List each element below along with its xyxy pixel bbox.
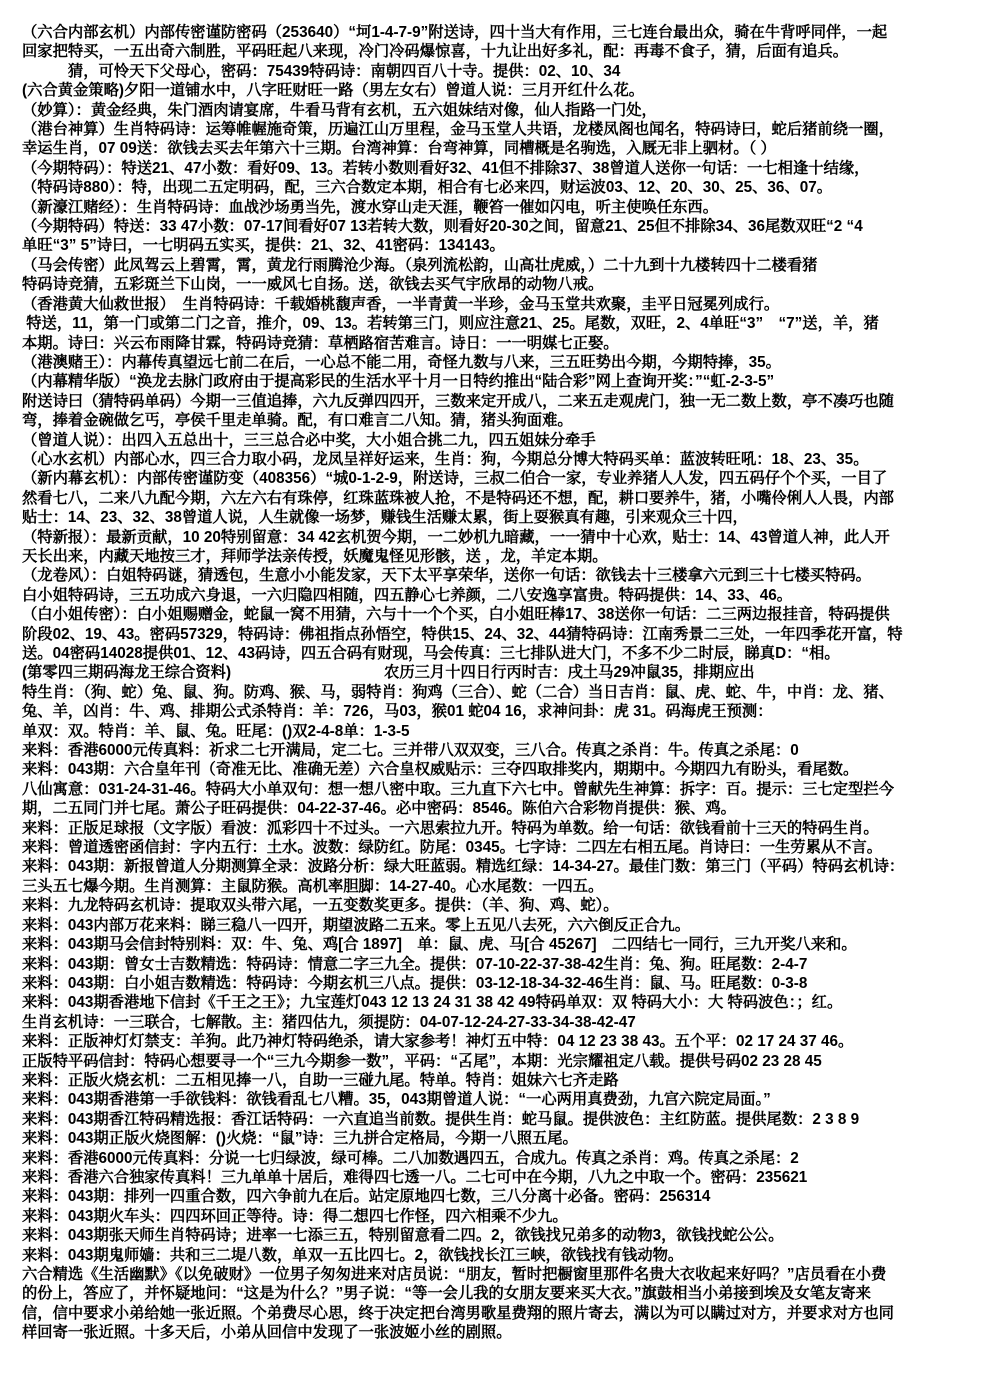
text-line: 三头五七爆今期。生肖测算：主鼠防猴。高机率胆脚：14-27-40。心水尾数：一四五。 (22, 877, 604, 895)
text-line: 单双：双。特肖：羊、鼠、兔。旺尾：()双2-4-8单：1-3-5 (22, 722, 410, 740)
text-line: 来料：香港6000元传真料：祈求二七开满局，定二七。三并带八双双变，三八合。传真之杀肖：牛。传真之杀尾：0 (22, 742, 799, 760)
text-sheet (22, 23, 965, 1343)
text-line: 附送诗曰（猜特码单码）今期一三值追捧，六九反弹四四开，三数来定开成八，二来五走观虎门，独一无二数上数，亭不凑巧也随 (22, 392, 894, 410)
text-line: 来料：043期香港地下信封《千王之王》；九宝莲灯043 12 13 24 31 38 42 49特码单双：双 特码大小：大 特码波色：；红。 (22, 994, 843, 1012)
text-line: 来料：043期正版火烧图解：()火烧：“鼠”诗：三九拼合定格局，今期一八照五尾。 (22, 1130, 578, 1148)
text-line: 期，二五同门并七尾。萧公子旺码提供：04-22-37-46。必中密码：8546。陈伯六合彩物肖提供：猴、鸡。 (22, 800, 736, 818)
text-line: 来料：正版神灯灯禁支：羊狗。此乃神灯特码绝杀，请大家参考！神灯五中特：04 12 23 38 43。五个平：02 17 24 37 46。 (22, 1033, 854, 1051)
text-line: 本期。诗曰：兴云布雨降甘霖，特码诗竞猜：草栖路宿苦难言。诗日：一一明媒七正娶。 (22, 334, 619, 352)
text-line: 样回寄一张近照。十多天后，小弟从回信中发现了一张波姬小丝的剧照。 (22, 1324, 512, 1342)
text-line: （港台神算）生肖特码诗：运筹帷幄施奇策，历遍江山万里程，金马玉堂人共语，龙楼凤阁也闻名，特码诗曰，蛇后猪前绕一圈， (22, 121, 894, 139)
text-line: 贴士：14、23、32、38曾道人说，人生就像一场梦，赚钱生活赚太累，街上耍猴真有趣，引来观众三十四， (22, 509, 748, 527)
text-line: 弯，捧着金碗做乞丐，亭侯千里走单骑。配，有口难言二八知。猜，猪头狗面难。 (22, 412, 573, 430)
text-line: （六合内部玄机）内部传密谨防密码（253640）“坷1-4-7-9”附送诗，四十当大有作用，三七连台最出众，骑在牛背呼同伴，一起 (22, 24, 888, 41)
text-line: 来料：香港六合独家传真料！三九单单十居后，难得四七透一八。二七可中在今期，八九之中取一个。密码：235621 (22, 1168, 808, 1186)
text-line: （香港黄大仙救世报） 生肖特码诗：千载婚桃馥声香，一半青黄一半珍，金马玉堂共欢聚，圭平日冠冕列成行。 (22, 295, 780, 313)
text-line: 来料：正版足球报（文字版）看波：泒彩四十不过头。一六思索拉九开。特码为单数。给一句话：欲钱看前十三天的特码生肖。 (22, 819, 879, 837)
text-line: （特新报）：最新贡献，10 20特别留意：34 42玄机贺今期，一二妙机九暗藏，一一猜中十心欢，贴士：14、43曾道人神，此人开 (22, 528, 890, 546)
text-line: （特码诗880）：特，出现二五定明码，配，三六合数定本期，相合有七必来四，财运波03、12、20、30、25、36、07。 (22, 179, 833, 197)
text-line: 信，信中要求小弟给她一张近照。个弟费尽心思，终于决定把台湾男歌星费翔的照片寄去，满以为可以瞒过对方，并要求对方也同 (22, 1304, 894, 1322)
text-line: 来料：043期：白小姐吉数精选：特码诗：今期玄机三八点。提供：03-12-18-34-32-46生肖：鼠、马。旺尾数：0-3-8 (22, 974, 808, 992)
text-line: 八仙寓意：031-24-31-46。特码大小单双句：想一想八密中取。三九直下六七中。曾献先生神算：拆字：百。提示：三七定型拦今 (22, 780, 894, 798)
text-line: （龙卷风）：白姐特码谜，猜透包，生意小小能发家，天下太平享荣华，送你一句话：欲钱去十三楼拿六元到三十七楼买特码。 (22, 567, 871, 585)
text-line: 来料：九龙特码玄机诗：提取双头带六尾，一五变数奖更多。提供：（羊、狗、鸡、蛇）。 (22, 897, 619, 915)
text-line: 来料：043期香港第一手欲钱料：欲钱看乱七八糟。35，043期曾道人说：“一心两用真费劲，九宫六院定局面。” (22, 1091, 771, 1109)
text-line: （白小姐传密）：白小姐赐赠金，蛇鼠一窝不用猜，六与十一个个买，白小姐旺棒17、38送你一句话：二三两边报挂音，特码提供 (22, 606, 890, 624)
text-line: 来料：043期香江特码精选报：香江话特码：一六直追当前数。提供生肖：蛇马鼠。提供波色：主红防蓝。提供尾数：2 3 8 9 (22, 1110, 860, 1128)
text-line: (第零四三期码海龙王综合资料) 农历三月十四日行丙时吉：戌土马29冲鼠35，排期应出 (22, 664, 755, 682)
text-line: 来料：043内部万花来料：睇三稳八一四开，期望波路二五来。零上五见八去死，六六倒反正合九。 (22, 916, 690, 934)
text-line: 回家把特买，一五出奇六制胜，平码旺起八来现，冷门冷码爆惊喜，十九让出好多礼，配：再毒不食子，猜，后面有追兵。 (22, 43, 849, 61)
text-line: 来料：043期：曾女士吉数精选：特码诗：情意二字三九全。提供：07-10-22-37-38-42生肖：兔、狗。旺尾数：2-4-7 (22, 955, 808, 973)
text-line: 来料：043期：六合皇年刊（奇准无比、准确无差）六合皇权威贴示：三夺四取排奖内，期期中。今期四九有盼头，看尾数。 (22, 761, 859, 779)
text-line: （马会传密）此凤驾云上碧霄，霄，黄龙行雨腾沧少海。（泉列流松韵，山高壮虎威，）二十九到十九楼转四十二楼看猪 (22, 256, 818, 274)
text-line: （今期特码）特送：33 47小数：07-17间看好07 13若转大数，则看好20-30之间，留意21、25但不排除34、36尾数双旺“2 “4 (22, 218, 863, 236)
text-line: 天长出来，内藏天地按三才，拜师学法亲传授，妖魔鬼怪见形骸，送 ，龙，羊定本期。 (22, 547, 608, 565)
text-line: 来料：043期：排列一四重合数，四六争前九在后。站定原地四七数，三八分离十必备。密码：256314 (22, 1188, 711, 1206)
text-line: 然看七八，二来八九配今期，六左六右有珠停，红珠蓝珠被人抢，不是特码还不想，配，耕口要养牛，猪，小嘴伶俐人人畏，内部 (22, 489, 894, 507)
text-line: 来料：043期鬼师嫱：共和三二堤八数，单双一五比四七。2，欲钱找长江三峡，欲钱找有钱动物。 (22, 1246, 684, 1264)
text-line: （心水玄机）内部心水，四三合力取小码，龙凤呈祥好运来，生肖：狗，今期总分博大特码买单：蓝波转旺吼：18、23、35。 (22, 450, 869, 468)
text-line: 正版特平码信封：特码心想要寻一个“三九今期参一数”，平码：“叾尾”，本期：光宗耀祖定八载。提供号码02 23 28 45 (22, 1052, 822, 1070)
text-line: 幸运生肖，07 09送：欲钱去买去年第六十三期。台湾神算：台弯神算，同槽概是名驹选，入厩无非上驷材。（ ） (22, 140, 776, 158)
text-line: 特码诗竞猜，五彩斑兰下山岗，一一威风七自扬。送，欲钱去买气宇欣昂的动物八戒。 (22, 276, 604, 294)
text-line: 白小姐特码诗，三五功成六身退，一六归隐四相随，四五静心七养颜，二八安逸享富贵。特码提供：14、33、46。 (22, 586, 793, 604)
text-line: 阶段02、19、43。密码57329，特码诗：佛祖指点孙悟空，特供15、24、32、44猜特码诗：江南秀景二三处，一年四季花开富，特 (22, 625, 903, 643)
text-line: 猜，可怜天下父母心，密码：75439特码诗：南朝四百八十寺。提供：02、10、34 (22, 62, 621, 80)
text-line: （港澳赌王）：内幕传真望远七前二在后，一心总不能二用，奇怪九数与八来，三五旺势出今期，今期特捧，35。 (22, 353, 781, 371)
text-line: 来料：043期火车头：四四环回正等待。诗：得二想四七作怪，四六相乘不少九。 (22, 1207, 568, 1225)
text-line: 来料：曾道透密函信封：字内五行：土水。波数：绿防红。防尾：0345。七字诗：二四左右相五尾。肖诗曰：一生劳累从不言。 (22, 839, 883, 857)
text-line: (六合黄金策略)夕阳一道铺水中，八字旺财旺一路（男左女右）曾道人说：三月开红什么花。 (22, 82, 645, 100)
text-line: 单旺“3” 5”诗曰，一七明码五实买，提供：21、32、41密码：134143。 (22, 237, 505, 255)
text-line: 生肖玄机诗：一三联合，七解散。主：猪四估九，须提防：04-07-12-24-27-33-34-38-42-47 (22, 1013, 636, 1031)
text-line: （妙算）：黄金经典，朱门酒肉请宴席，牛看马背有玄机，五六姐妹结对像，仙人指路一门处， (22, 101, 657, 119)
text-line: 来料：043期张天师生肖特码诗；进率一七添三五，特别留意看二四。2，欲钱找兄弟多的动物3，欲钱找蛇公公。 (22, 1227, 784, 1245)
text-line: （新内幕玄机）：内部传密谨防变（408356）“城0-1-2-9，附送诗，三叔二伯合一家，专业养猪人人发，四五码仔个个买，一目了 (22, 470, 888, 488)
text-line: 六合精选《生活幽默》《以免破财》一位男子匆匆进来对店员说：“朋友，暂时把橱窗里那件名贵大衣收起来好吗？”店员看在小费 (22, 1266, 887, 1283)
text-line: 来料：正版火烧玄机：二五相见捧一八，自助一三碰九尾。特单。特肖：姐妹六七齐走路 (22, 1071, 619, 1089)
text-line: （曾道人说）：出四入五总出十，三三总合必中奖，大小姐合挑二九，四五姐妹分牵手 (22, 431, 596, 449)
text-line: 特送，11，第一门或第二门之音，推介，09、13。若转第三门，则应注意21、25。尾数，双旺，2、4单旺“3” “7”送，羊，猪 (22, 315, 879, 333)
text-line: 兔、羊，凶肖：牛、鸡、排期公式杀特肖：羊：726，马03，猴01 蛇04 16，求神问卦：虎 31。码海虎王预测： (22, 703, 773, 721)
text-line: （今期特码）：特送21、47小数：看好09、13。若转小数则看好32、41但不排除37、38曾道人送你一句话：一七相逢十结缘， (22, 159, 870, 177)
text-line: 来料：043期：新报曾道人分期测算全录：波路分析：绿大旺蓝弱。精选红绿：14-34-27。最佳门数：第三门（平码）特码玄机诗： (22, 858, 905, 876)
text-line: 来料：香港6000元传真料：分说一七归绿波，绿可棒。二八加数遇四五，合成九。传真之杀肖：鸡。传真之杀尾：2 (22, 1149, 799, 1167)
text-line: （新濠江赌经）：生肖特码诗：血战沙场勇当先，渡水穿山走天涯，鞭笞一催如闪电，听主使唤任东西。 (22, 198, 719, 216)
text-line: 特生肖：（狗、蛇）兔、鼠、狗。防鸡、猴、马，弱特肖：狗鸡（三合）、蛇（二合）当日吉肖：鼠、虎、蛇、牛，中肖：龙、猪、 (22, 683, 894, 701)
text-line: （内幕精华版）“涣龙去脉门政府由于提高彩民的生活水平十月一日特约推出“陆合彩”网上查询开奖：”“虹-2-3-5” (22, 373, 775, 391)
text-line: 送。04密码14028提供01、12、43码诗，四五合码有财现，马会传真：三七排队进大门，不多不少二时辰，睇真D：“相。 (22, 645, 840, 662)
text-line: 的份上，答应了，并怀疑地问：“这是为什么？”男子说：“等一会儿我的女朋友要来买大衣。”旗鼓相当小弟接到埃及女笔友寄来 (22, 1285, 871, 1303)
text-line: 来料：043期马会信封特别料：双：牛、兔、鸡[合 1897] 单：鼠、虎、马[合 45267] 二四结七一同行，三九开奖八来和。 (22, 936, 857, 954)
